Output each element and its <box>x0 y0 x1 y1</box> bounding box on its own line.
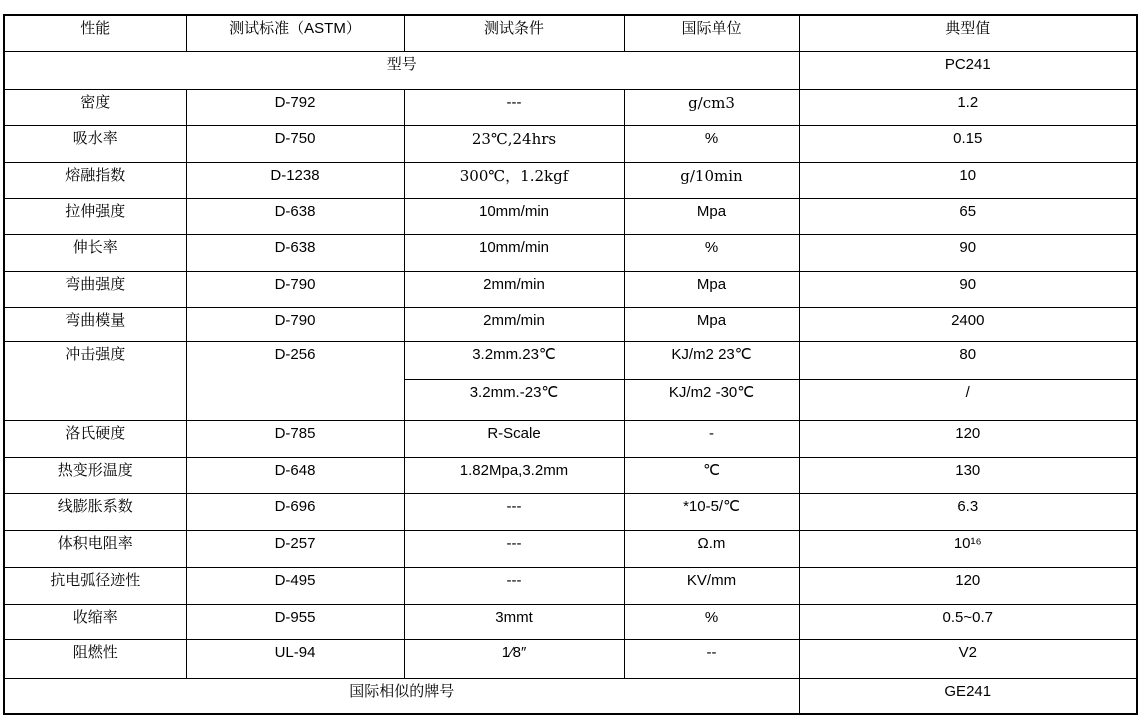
value-cell: 90 <box>799 234 1137 271</box>
standard-cell: D-790 <box>186 271 404 307</box>
unit-cell: KJ/m2 23℃ <box>624 341 799 379</box>
table-row <box>4 567 1137 604</box>
property-cell: 弯曲模量 <box>4 307 186 341</box>
property-cell: 拉伸强度 <box>4 198 186 234</box>
similar-grade-value: GE241 <box>799 678 1137 714</box>
unit-cell: Mpa <box>624 307 799 341</box>
unit-cell: -- <box>624 639 799 678</box>
condition-cell: 3.2mm.-23℃ <box>404 379 624 420</box>
unit-cell: KV/mm <box>624 567 799 604</box>
unit-cell: *10-5/℃ <box>624 493 799 530</box>
similar-grade-label: 国际相似的牌号 <box>4 678 799 714</box>
standard-cell: D-696 <box>186 493 404 530</box>
table-row <box>4 271 1137 307</box>
table-row <box>4 234 1137 271</box>
standard-cell: D-785 <box>186 420 404 457</box>
property-cell: 熔融指数 <box>4 162 186 198</box>
value-cell: 10 <box>799 162 1137 198</box>
unit-cell: Mpa <box>624 198 799 234</box>
unit-cell: - <box>624 420 799 457</box>
condition-cell: --- <box>404 530 624 567</box>
column-header-value: 典型值 <box>799 15 1137 51</box>
condition-cell: 10mm/min <box>404 198 624 234</box>
value-cell: V2 <box>799 639 1137 678</box>
column-header-standard: 测试标准（ASTM） <box>186 15 404 51</box>
table-row <box>4 198 1137 234</box>
condition-cell: 2mm/min <box>404 271 624 307</box>
property-cell: 阻燃性 <box>4 639 186 678</box>
standard-cell: D-955 <box>186 604 404 639</box>
standard-cell: D-257 <box>186 530 404 567</box>
unit-cell: % <box>624 125 799 162</box>
value-cell: 130 <box>799 457 1137 493</box>
model-label: 型号 <box>4 51 799 89</box>
table-row <box>4 420 1137 457</box>
standard-cell: D-638 <box>186 198 404 234</box>
standard-cell: D-750 <box>186 125 404 162</box>
value-cell: 2400 <box>799 307 1137 341</box>
value-cell: 120 <box>799 420 1137 457</box>
standard-cell: D-648 <box>186 457 404 493</box>
unit-cell: KJ/m2 -30℃ <box>624 379 799 420</box>
table-row <box>4 493 1137 530</box>
unit-cell: g/10min <box>624 162 799 198</box>
table-row <box>4 341 1137 379</box>
value-cell: 10¹⁶ <box>799 530 1137 567</box>
model-value: PC241 <box>799 51 1137 89</box>
property-cell: 热变形温度 <box>4 457 186 493</box>
unit-cell: g/cm3 <box>624 89 799 125</box>
condition-cell: 2mm/min <box>404 307 624 341</box>
standard-cell: D-790 <box>186 307 404 341</box>
standard-cell: UL-94 <box>186 639 404 678</box>
condition-cell: --- <box>404 567 624 604</box>
condition-cell: R-Scale <box>404 420 624 457</box>
value-cell: 120 <box>799 567 1137 604</box>
property-cell: 弯曲强度 <box>4 271 186 307</box>
unit-cell: % <box>624 604 799 639</box>
table-row <box>4 125 1137 162</box>
value-cell: 1.2 <box>799 89 1137 125</box>
column-header-property: 性能 <box>4 15 186 51</box>
table-row <box>4 604 1137 639</box>
condition-cell: 3.2mm.23℃ <box>404 341 624 379</box>
condition-cell: --- <box>404 89 624 125</box>
standard-cell: D-495 <box>186 567 404 604</box>
unit-cell: % <box>624 234 799 271</box>
property-cell: 伸长率 <box>4 234 186 271</box>
unit-cell: Mpa <box>624 271 799 307</box>
table-row <box>4 162 1137 198</box>
value-cell: 0.5~0.7 <box>799 604 1137 639</box>
column-header-condition: 测试条件 <box>404 15 624 51</box>
table-row <box>4 307 1137 341</box>
value-cell: 6.3 <box>799 493 1137 530</box>
value-cell: 80 <box>799 341 1137 379</box>
standard-cell: D-1238 <box>186 162 404 198</box>
unit-cell: Ω.m <box>624 530 799 567</box>
value-cell: 65 <box>799 198 1137 234</box>
condition-cell: 23℃,24hrs <box>404 125 624 162</box>
standard-cell: D-792 <box>186 89 404 125</box>
property-cell: 体积电阻率 <box>4 530 186 567</box>
property-cell: 密度 <box>4 89 186 125</box>
value-cell: / <box>799 379 1137 420</box>
model-row <box>4 51 1137 89</box>
value-cell: 0.15 <box>799 125 1137 162</box>
condition-cell: 300℃，1.2kgf <box>404 162 624 198</box>
condition-cell: 3mmt <box>404 604 624 639</box>
material-properties-table <box>3 14 1138 715</box>
property-cell: 抗电弧径迹性 <box>4 567 186 604</box>
property-cell: 吸水率 <box>4 125 186 162</box>
table-row <box>4 639 1137 678</box>
footer-row <box>4 678 1137 714</box>
unit-cell: ℃ <box>624 457 799 493</box>
standard-cell: D-638 <box>186 234 404 271</box>
header-row <box>4 15 1137 51</box>
table-row <box>4 457 1137 493</box>
property-cell: 冲击强度 <box>4 341 186 420</box>
standard-cell: D-256 <box>186 341 404 420</box>
table-row <box>4 530 1137 567</box>
property-cell: 洛氏硬度 <box>4 420 186 457</box>
condition-cell: --- <box>404 493 624 530</box>
table-row <box>4 89 1137 125</box>
column-header-unit: 国际单位 <box>624 15 799 51</box>
condition-cell: 10mm/min <box>404 234 624 271</box>
condition-cell: 1.82Mpa,3.2mm <box>404 457 624 493</box>
property-cell: 线膨胀系数 <box>4 493 186 530</box>
value-cell: 90 <box>799 271 1137 307</box>
property-cell: 收缩率 <box>4 604 186 639</box>
condition-cell: 1⁄8″ <box>404 639 624 678</box>
